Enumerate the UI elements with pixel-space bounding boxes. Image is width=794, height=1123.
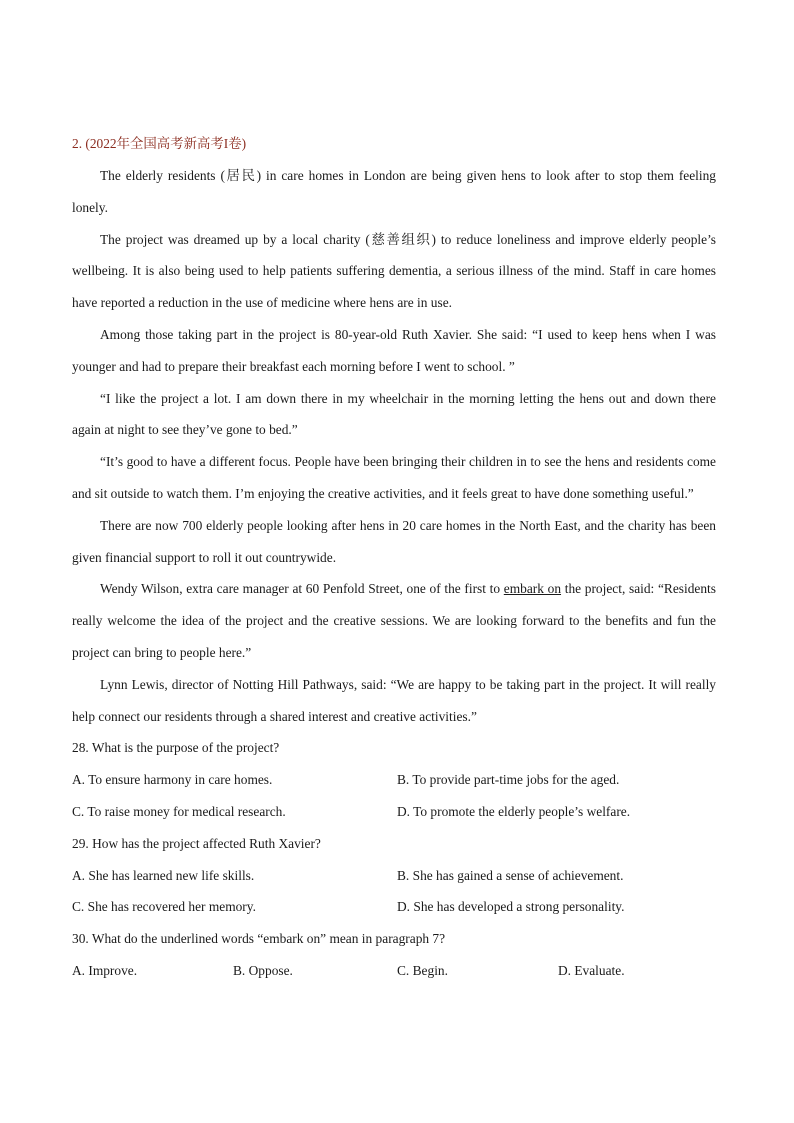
option-c: C. She has recovered her memory. — [72, 899, 256, 915]
underlined-phrase: embark on — [503, 581, 562, 597]
paragraph-3: Among those taking part in the project is 80-year-old Ruth Xavier. She said: “I used to keep hens when I was younger and had to prepare their breakfast each morning before I went to school. ” — [72, 326, 716, 374]
question-28-stem: 28. What is the purpose of the project? — [72, 740, 280, 756]
option-b: B. Oppose. — [233, 962, 293, 978]
option-d: D. To promote the elderly people’s welfare. — [397, 803, 631, 819]
option-d: D. Evaluate. — [558, 962, 625, 978]
paragraph-4: “I like the project a lot. I am down there in my wheelchair in the morning letting the hens out and down there again at night to see they’ve gone to bed.” — [72, 390, 716, 438]
question-28-options — [72, 764, 716, 828]
paragraph-7 — [72, 573, 716, 668]
option-c: C. To raise money for medical research. — [72, 803, 286, 819]
paragraph-6: There are now 700 elderly people looking after hens in 20 care homes in the North East, and the charity has been given financial support to roll it out countrywide. — [72, 517, 716, 565]
paragraph-5: “It’s good to have a different focus. People have been bringing their children in to see the hens and residents come and sit outside to watch them. I’m enjoying the creative activities, and it feels great to have done something useful.” — [72, 454, 716, 501]
source-heading: 2. (2022年全国高考新高考I卷) — [72, 136, 247, 151]
paragraph-7-text-after: the project, said: “Residents really welcome the idea of the project and the creative sessions. We are looking forward to the benefits and fun the project can bring to people here.” — [72, 581, 716, 660]
option-b: B. To provide part-time jobs for the aged. — [397, 772, 620, 788]
exam-page — [72, 128, 716, 987]
paragraph-8: Lynn Lewis, director of Notting Hill Pathways, said: “We are happy to be taking part in the project. It will really help connect our residents through a shared interest and creative activities.” — [72, 676, 716, 724]
paragraph-7-text-before: Wendy Wilson, extra care manager at 60 Penfold Street, one of the first to — [100, 581, 504, 597]
option-a: A. To ensure harmony in care homes. — [72, 772, 273, 788]
question-30-options — [72, 955, 716, 987]
option-c: C. Begin. — [397, 962, 448, 978]
paragraph-2: The project was dreamed up by a local charity (慈善组织) to reduce loneliness and improve elderly people’s wellbeing. It is also being used to help patients suffering dementia, a serious illness of the mind. Staff in care homes have reported a reduction in the use of medicine where hens are in use. — [72, 231, 716, 311]
paragraph-1: The elderly residents (居民) in care homes in London are being given hens to look after to stop them feeling lonely. — [72, 168, 716, 215]
option-b: B. She has gained a sense of achievement. — [397, 867, 624, 883]
option-a: A. Improve. — [72, 962, 138, 978]
question-29-stem: 29. How has the project affected Ruth Xavier? — [72, 835, 321, 851]
question-30-stem: 30. What do the underlined words “embark on” mean in paragraph 7? — [72, 931, 446, 947]
option-a: A. She has learned new life skills. — [72, 867, 255, 883]
option-d: D. She has developed a strong personality. — [397, 899, 625, 915]
question-29-options — [72, 860, 716, 924]
